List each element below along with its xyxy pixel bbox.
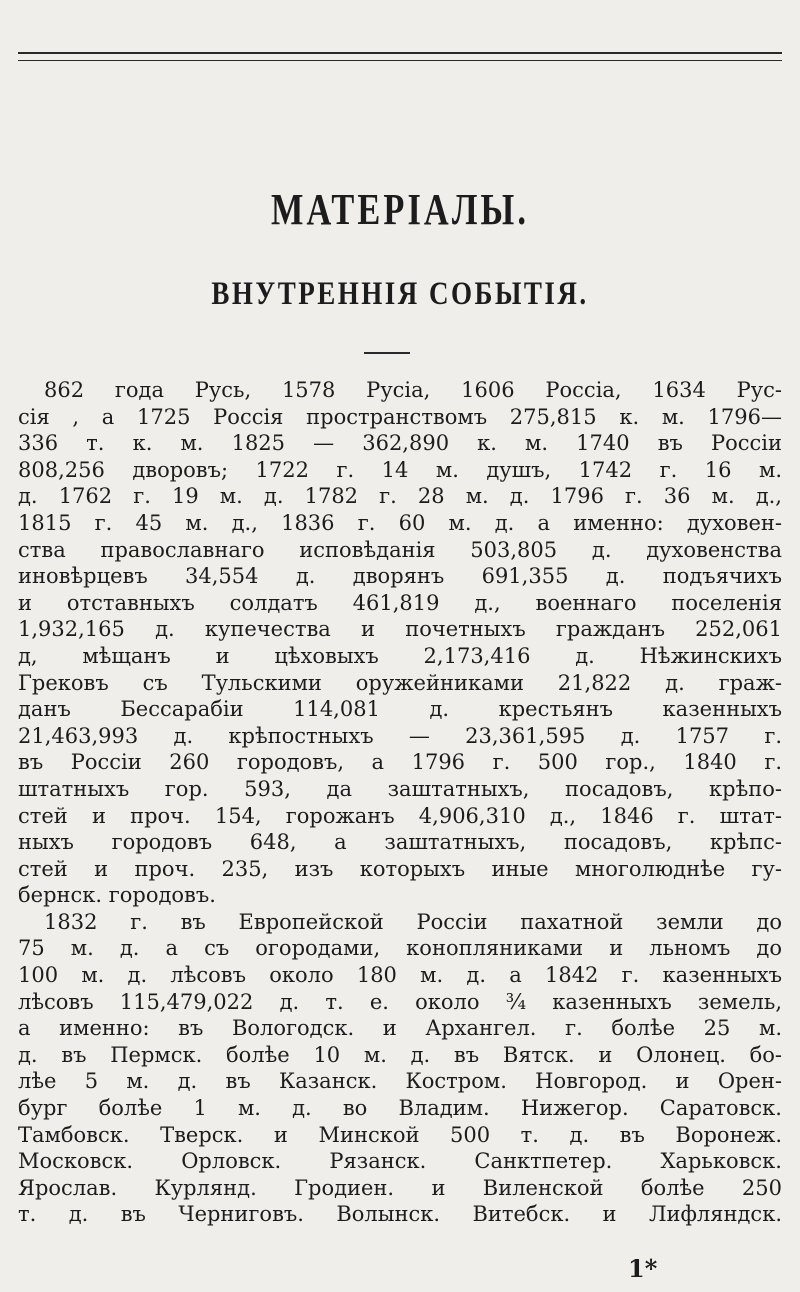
page-title: МАТЕРІАЛЫ. [270,185,530,234]
text-line: 1815 г. 45 м. д., 1836 г. 60 м. д. а именно: духовен- [18,510,782,535]
text-line: ныхъ городовъ 648, а заштатныхъ, посадовъ, крѣпс- [18,830,782,855]
text-line: въ Россіи 260 городовъ, а 1796 г. 500 гор., 1840 г. [18,750,782,775]
text-line: д, мѣщанъ и цѣховыхъ 2,173,416 д. Нѣжинскихъ [18,643,782,668]
text-line: Грековъ съ Тульскими оружейниками 21,822 д. граж- [18,670,782,695]
text-line: Московск. Орловск. Рязанск. Санктпетер. Харьковск. [18,1149,782,1174]
top-rule-thin [18,60,782,61]
text-line: стей и проч. 235, изъ которыхъ иные многолюднѣе гу- [18,856,782,881]
text-line: 808,256 дворовъ; 1722 г. 14 м. душъ, 1742 г. 16 м. [18,457,782,482]
text-line: бург болѣе 1 м. д. во Владим. Нижегор. Саратовск. [18,1096,782,1121]
text-line: лѣе 5 м. д. въ Казанск. Костром. Новгород. и Орен- [18,1069,782,1094]
text-line: 1,932,165 д. купечества и почетныхъ гражданъ 252,061 [18,617,782,642]
text-line: 862 года Русь, 1578 Русіа, 1606 Россіа, 1634 Рус- [44,378,782,402]
text-line: сія , а 1725 Россія пространствомъ 275,815 к. м. 1796— [18,404,782,429]
body-text [18,377,782,1228]
text-line: а именно: въ Вологодск. и Архангел. г. болѣе 25 м. [18,1016,782,1041]
signature-mark: 1* [628,1254,658,1283]
text-line: штатныхъ гор. 593, да заштатныхъ, посадовъ, крѣпо- [18,776,782,801]
text-line: т. д. въ Черниговъ. Волынск. Витебск. и Лифляндск. [18,1202,782,1227]
text-line: лѣсовъ 115,479,022 д. т. е. около ¾ казенныхъ земель, [18,989,782,1014]
top-rule [18,52,782,54]
text-line: данъ Бессарабіи 114,081 д. крестьянъ казенныхъ [18,697,782,722]
text-line: 75 м. д. а съ огородами, конопляниками и льномъ до [18,936,782,961]
text-line: Тамбовск. Тверск. и Минской 500 т. д. въ Воронеж. [18,1122,782,1147]
section-title: ВНУТРЕННІЯ СОБЫТІЯ. [211,276,589,312]
text-line: 1832 г. въ Европейской Россіи пахатной земли до [44,909,782,934]
text-line: и отставныхъ солдатъ 461,819 д., военнаго поселенія [18,590,782,615]
text-line: 336 т. к. м. 1825 — 362,890 к. м. 1740 въ Россіи [18,431,782,456]
text-line: 100 м. д. лѣсовъ около 180 м. д. а 1842 г. казенныхъ [18,963,782,988]
text-line: иновѣрцевъ 34,554 д. дворянъ 691,355 д. подъячихъ [18,564,782,589]
text-line: бернск. городовъ. [18,883,216,908]
text-line: д. въ Пермск. болѣе 10 м. д. въ Вятск. и Олонец. бо- [18,1042,782,1067]
text-line: 21,463,993 д. крѣпостныхъ — 23,361,595 д. 1757 г. [18,723,782,748]
text-line: стей и проч. 154, горожанъ 4,906,310 д., 1846 г. штат- [18,803,782,828]
text-line: ства православнаго исповѣданія 503,805 д. духовенства [18,537,782,562]
text-line: Ярослав. Курлянд. Гродиен. и Виленской болѣе 250 [18,1175,782,1200]
text-line: д. 1762 г. 19 м. д. 1782 г. 28 м. д. 1796 г. 36 м. д., [18,484,782,509]
section-divider [364,352,410,354]
